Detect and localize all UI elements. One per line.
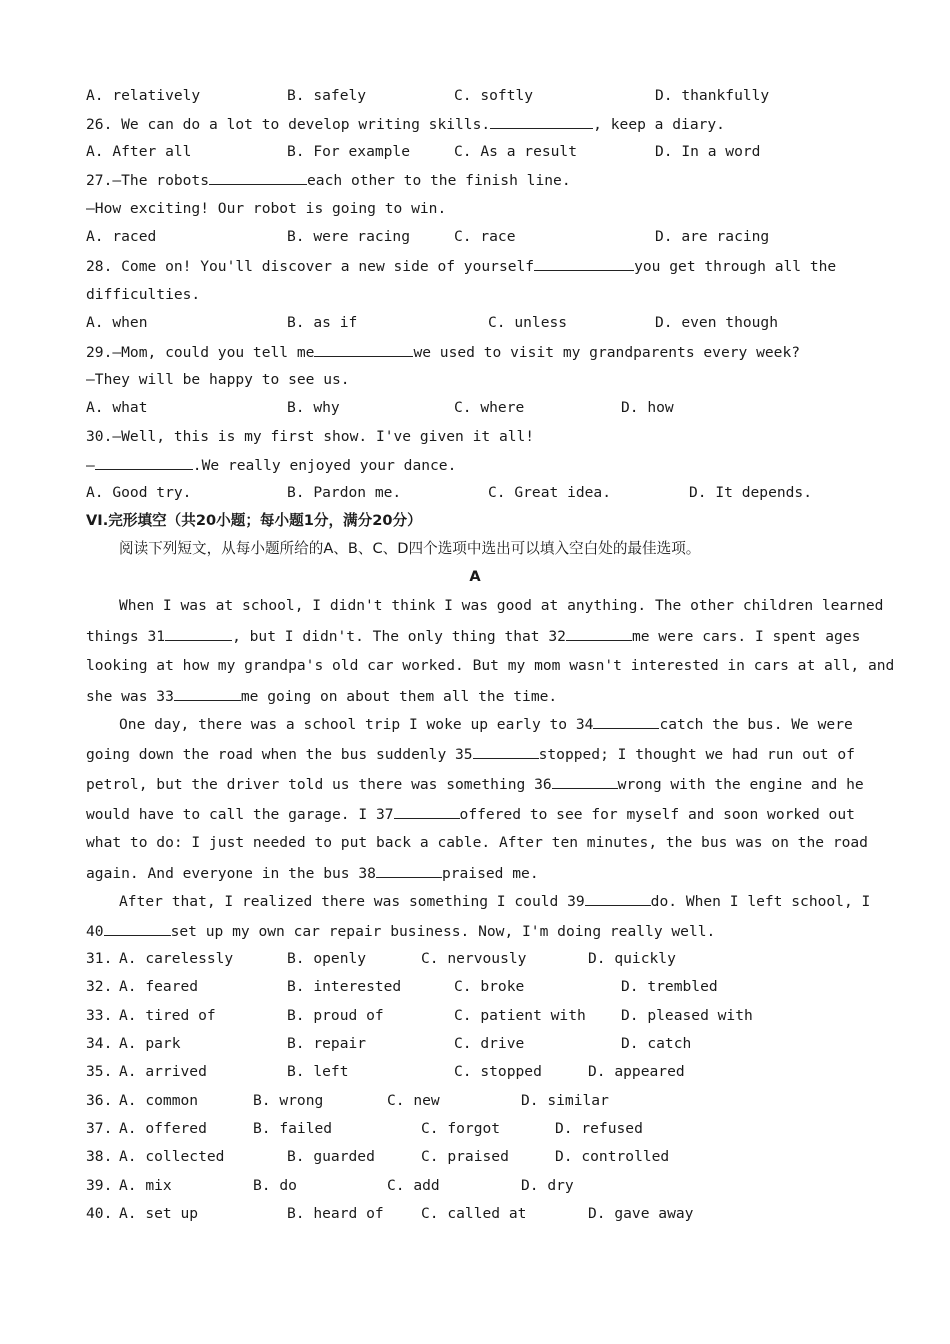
answer-option-d: D. catch	[621, 1035, 692, 1052]
answer-option-b: B. interested	[287, 978, 402, 995]
passage-text: do. When I left school, I	[650, 893, 871, 910]
q28-text-post: you get through all the	[634, 258, 837, 275]
passage-line	[86, 921, 715, 942]
answer-option-d: D. controlled	[555, 1148, 670, 1165]
passage-label: A	[469, 568, 481, 585]
q25-option-a: A. relatively	[86, 87, 201, 104]
q27-option-c: C. race	[454, 228, 516, 245]
passage-line	[86, 626, 860, 647]
passage-line: what to do: I just needed to put back a cable. After ten minutes, the bus was on the road	[86, 834, 868, 851]
q30-option-b: B. Pardon me.	[287, 484, 402, 501]
answer-blank	[209, 170, 307, 185]
passage-line	[86, 863, 539, 884]
blank-34	[593, 714, 659, 729]
answer-option-b: B. wrong	[253, 1092, 324, 1109]
blank-31	[165, 626, 232, 641]
answer-blank	[534, 256, 634, 271]
q26-text-post: , keep a diary.	[593, 116, 725, 133]
question-29	[86, 342, 800, 363]
q30-option-c: C. Great idea.	[488, 484, 612, 501]
q29-text-post: we used to visit my grandparents every week?	[413, 344, 801, 361]
passage-text: petrol, but the driver told us there was something 36	[86, 776, 552, 793]
answer-blank	[95, 455, 193, 470]
answer-option-a: A. feared	[119, 978, 199, 995]
q30-response	[86, 455, 456, 476]
passage-line	[86, 744, 855, 765]
q26-option-d: D. In a word	[655, 143, 761, 160]
answer-option-b: B. guarded	[287, 1148, 375, 1165]
answer-option-d: D. quickly	[588, 950, 676, 967]
passage-line	[86, 774, 864, 795]
question-27	[86, 170, 571, 191]
answer-option-c: C. nervously	[421, 950, 527, 967]
blank-35	[473, 744, 539, 759]
q29-option-c: C. where	[454, 399, 525, 416]
q29-option-a: A. what	[86, 399, 148, 416]
passage-text: One day, there was a school trip I woke up early to 34	[119, 716, 594, 733]
passage-text: stopped; I thought we had run out of	[538, 746, 855, 763]
blank-33	[174, 686, 241, 701]
q30-option-a: A. Good try.	[86, 484, 192, 501]
passage-text: she was 33	[86, 688, 174, 705]
answer-option-d: D. gave away	[588, 1205, 694, 1222]
q27-option-d: D. are racing	[655, 228, 770, 245]
q29-option-d: D. how	[621, 399, 674, 416]
answer-option-a: A. park	[119, 1035, 181, 1052]
q30-text-post: .We really enjoyed your dance.	[192, 457, 457, 474]
answer-option-c: C. praised	[421, 1148, 509, 1165]
question-26	[86, 114, 725, 135]
answer-number: 39.	[86, 1177, 113, 1194]
passage-line	[86, 686, 557, 707]
answer-option-c: C. forgot	[421, 1120, 501, 1137]
q25-option-c: C. softly	[454, 87, 534, 104]
q27-option-a: A. raced	[86, 228, 157, 245]
answer-option-d: D. similar	[521, 1092, 609, 1109]
q29-response: —They will be happy to see us.	[86, 371, 350, 388]
passage-text: catch the bus. We were	[659, 716, 853, 733]
q28-option-a: A. when	[86, 314, 148, 331]
passage-line	[86, 804, 855, 825]
answer-option-d: D. pleased with	[621, 1007, 753, 1024]
q26-text-pre: 26. We can do a lot to develop writing skills.	[86, 116, 491, 133]
answer-option-c: C. patient with	[454, 1007, 586, 1024]
answer-option-d: D. trembled	[621, 978, 718, 995]
answer-option-c: C. new	[387, 1092, 440, 1109]
q25-option-b: B. safely	[287, 87, 367, 104]
blank-38	[376, 863, 442, 878]
answer-option-a: A. arrived	[119, 1063, 207, 1080]
q25-option-d: D. thankfully	[655, 87, 770, 104]
q28-option-b: B. as if	[287, 314, 358, 331]
passage-line	[119, 714, 853, 735]
answer-number: 36.	[86, 1092, 113, 1109]
answer-number: 31.	[86, 950, 113, 967]
q29-option-b: B. why	[287, 399, 340, 416]
answer-option-d: D. appeared	[588, 1063, 685, 1080]
passage-text: , but I didn't. The only thing that 32	[232, 628, 566, 645]
answer-option-b: B. heard of	[287, 1205, 384, 1222]
q30-text-pre: —	[86, 457, 95, 474]
blank-40	[104, 921, 171, 936]
answer-option-c: C. drive	[454, 1035, 525, 1052]
section-heading: VI.完形填空（共20小题；每小题1分，满分20分）	[86, 512, 422, 529]
passage-text: praised me.	[441, 865, 539, 882]
answer-option-a: A. carelessly	[119, 950, 234, 967]
passage-text: me going on about them all the time.	[240, 688, 558, 705]
answer-option-c: C. called at	[421, 1205, 527, 1222]
q26-option-b: B. For example	[287, 143, 411, 160]
passage-text: would have to call the garage. I 37	[86, 806, 394, 823]
answer-option-a: A. offered	[119, 1120, 207, 1137]
answer-option-d: D. refused	[555, 1120, 643, 1137]
passage-line: When I was at school, I didn't think I was good at anything. The other children learned	[119, 597, 884, 614]
passage-text: me were cars. I spent ages	[631, 628, 861, 645]
q26-option-a: A. After all	[86, 143, 192, 160]
answer-option-b: B. proud of	[287, 1007, 384, 1024]
answer-option-c: C. stopped	[454, 1063, 542, 1080]
answer-option-b: B. left	[287, 1063, 349, 1080]
answer-option-c: C. add	[387, 1177, 440, 1194]
q28-option-c: C. unless	[488, 314, 568, 331]
answer-option-c: C. broke	[454, 978, 525, 995]
passage-text: again. And everyone in the bus 38	[86, 865, 376, 882]
answer-blank	[490, 114, 593, 129]
blank-37	[394, 804, 460, 819]
q27-response: —How exciting! Our robot is going to win.	[86, 200, 447, 217]
q28-text-pre: 28. Come on! You'll discover a new side of yourself	[86, 258, 535, 275]
answer-option-a: A. tired of	[119, 1007, 216, 1024]
passage-text: things 31	[86, 628, 166, 645]
answer-option-b: B. failed	[253, 1120, 333, 1137]
answer-option-b: B. do	[253, 1177, 297, 1194]
q28-option-d: D. even though	[655, 314, 779, 331]
question-30: 30.—Well, this is my first show. I've given it all!	[86, 428, 535, 445]
q26-option-c: C. As a result	[454, 143, 578, 160]
blank-32	[566, 626, 632, 641]
passage-line: looking at how my grandpa's old car worked. But my mom wasn't interested in cars at all, and	[86, 657, 895, 674]
answer-option-b: B. repair	[287, 1035, 367, 1052]
answer-option-a: A. common	[119, 1092, 199, 1109]
q27-text-pre: 27.—The robots	[86, 172, 210, 189]
question-28	[86, 256, 836, 277]
answer-option-a: A. set up	[119, 1205, 199, 1222]
answer-number: 37.	[86, 1120, 113, 1137]
passage-text: After that, I realized there was something I could 39	[119, 893, 585, 910]
answer-number: 35.	[86, 1063, 113, 1080]
answer-option-b: B. openly	[287, 950, 367, 967]
passage-text: wrong with the engine and he	[617, 776, 864, 793]
answer-blank	[314, 342, 413, 357]
blank-36	[552, 774, 618, 789]
passage-text: set up my own car repair business. Now, I'm doing really well.	[170, 923, 716, 940]
passage-line	[119, 891, 870, 912]
section-instruction: 阅读下列短文，从每小题所给的A、B、C、D四个选项中选出可以填入空白处的最佳选项。	[119, 540, 701, 557]
answer-number: 32.	[86, 978, 113, 995]
answer-number: 38.	[86, 1148, 113, 1165]
answer-number: 34.	[86, 1035, 113, 1052]
q28-continuation: difficulties.	[86, 286, 201, 303]
q27-text-post: each other to the finish line.	[307, 172, 571, 189]
passage-text: 40	[86, 923, 104, 940]
answer-option-a: A. mix	[119, 1177, 172, 1194]
passage-text: offered to see for myself and soon worked out	[459, 806, 855, 823]
answer-option-d: D. dry	[521, 1177, 574, 1194]
passage-text: going down the road when the bus suddenly 35	[86, 746, 473, 763]
answer-number: 33.	[86, 1007, 113, 1024]
q30-option-d: D. It depends.	[689, 484, 813, 501]
blank-39	[585, 891, 651, 906]
answer-number: 40.	[86, 1205, 113, 1222]
answer-option-a: A. collected	[119, 1148, 225, 1165]
q27-option-b: B. were racing	[287, 228, 411, 245]
q29-text-pre: 29.—Mom, could you tell me	[86, 344, 315, 361]
